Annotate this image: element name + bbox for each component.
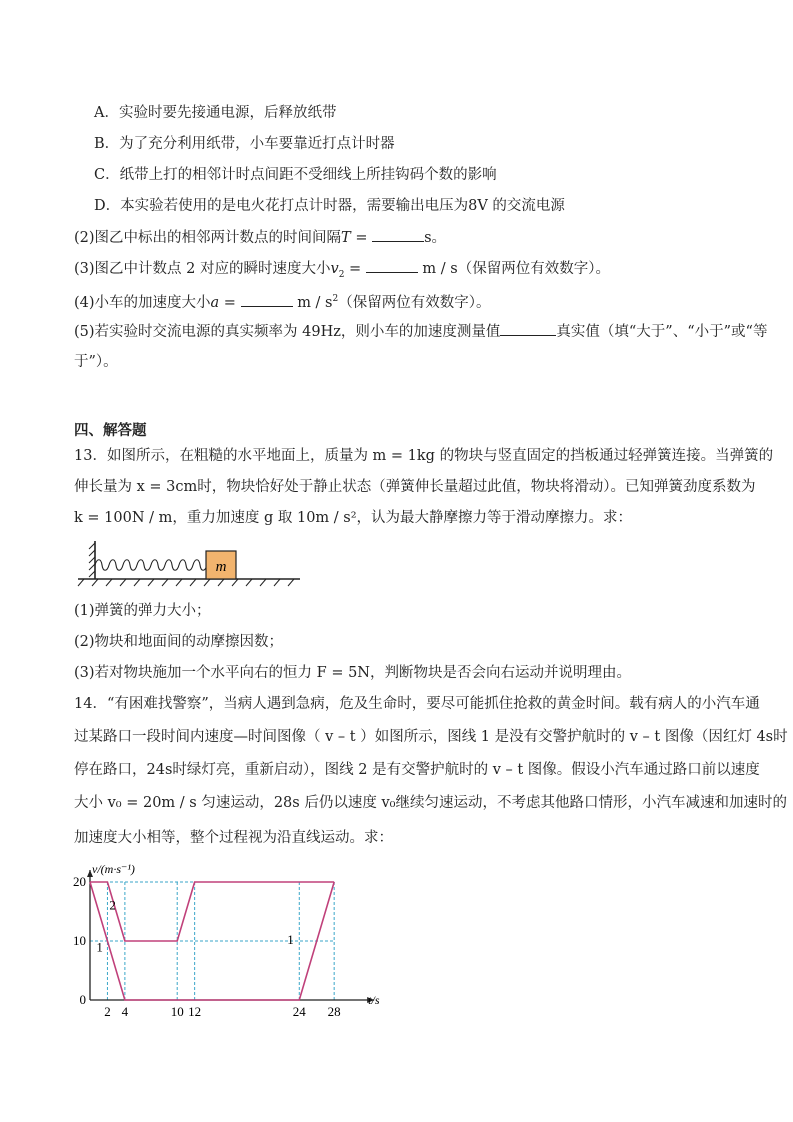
q12-option-c: C．纸带上打的相邻计时点间距不受细线上所挂钩码个数的影响	[94, 167, 497, 183]
series-label-1: 1	[287, 931, 294, 947]
q13-part-2: (2)物块和地面间的动摩擦因数；	[74, 634, 284, 650]
q12-part-5: (5)若实验时交流电源的真实频率为 49Hz，则小车的加速度测量值 真实值（填“大于”、“小于”或“等	[74, 321, 767, 342]
block-label: m	[215, 559, 227, 575]
y-tick-label: 20	[73, 874, 86, 889]
x-axis-label: t/s	[368, 993, 380, 1007]
answer-blank[interactable]	[241, 292, 293, 307]
q12-part-5-cont: 于”）。	[74, 354, 118, 370]
y-tick-label: 10	[73, 933, 86, 948]
answer-blank[interactable]	[372, 227, 424, 242]
answer-blank[interactable]	[366, 258, 418, 273]
q13-line-2: 伸长量为 x = 3cm时，物块恰好处于静止状态（弹簧伸长量超过此值，物块将滑动）。已知弹簧劲度系数为	[74, 479, 756, 495]
spring-block-diagram	[74, 535, 306, 593]
x-tick-label: 10	[170, 1004, 184, 1019]
series-label-1: 1	[96, 939, 103, 955]
q12-part-3: (3)图乙中计数点 2 对应的瞬时速度大小$v_2 = m / s$（保留两位有效数字）。	[74, 258, 610, 285]
section-heading: 四、解答题	[74, 423, 147, 439]
q13-part-3: (3)若对物块施加一个水平向右的恒力 F = 5N，判断物块是否会向右运动并说明理由。	[74, 665, 631, 681]
ground-hatch	[78, 579, 294, 586]
q12-part-4: (4)小车的加速度大小$a = m / s^2$（保留两位有效数字）。	[74, 289, 490, 313]
y-tick-label: 0	[79, 992, 86, 1007]
x-tick-label: 28	[327, 1004, 341, 1019]
q12-option-d: D．本实验若使用的是电火花打点计时器，需要输出电压为8V 的交流电源	[94, 198, 565, 214]
q14-line-3: 停在路口，24s时绿灯亮，重新启动），图线 2 是有交警护航时的 v – t 图像。假设小汽车通过路口前以速度	[74, 762, 760, 778]
x-tick-label: 12	[188, 1004, 202, 1019]
q14-line-4: 大小 v₀ = 20m / s 匀速运动，28s 后仍以速度 v₀继续匀速运动，不考虑其他路口情形，小汽车减速和加速时的	[74, 795, 787, 811]
y-axis-label: v/(m·s⁻¹)	[92, 862, 135, 876]
series-label-2: 2	[109, 897, 116, 913]
q14-line-2: 过某路口一段时间内速度—时间图像（ v – t ）如图所示，图线 1 是没有交警护航时的 v – t 图像（因红灯 4s时	[74, 729, 788, 745]
wall-hatch	[89, 543, 95, 577]
q14-line-5: 加速度大小相等，整个过程视为沿直线运动。求：	[74, 830, 393, 846]
x-tick-label: 24	[292, 1004, 306, 1019]
x-tick-label: 2	[104, 1004, 111, 1019]
q14-line-1: 14．“有困难找警察”，当病人遇到急病，危及生命时，要尽可能抓住抢救的黄金时间。载有病人的小汽车通	[74, 696, 760, 712]
q13-part-1: (1)弹簧的弹力大小；	[74, 603, 211, 619]
q13-line-3: k = 100N / m，重力加速度 g 取 10m / s²，认为最大静摩擦力等于滑动摩擦力。求：	[74, 510, 633, 526]
vt-chart	[70, 852, 420, 1022]
x-tick-label: 4	[121, 1004, 129, 1019]
series-line-2	[90, 882, 334, 941]
q13-line-1: 13．如图所示，在粗糙的水平地面上，质量为 m = 1kg 的物块与竖直固定的挡板通过轻弹簧连接。当弹簧的	[74, 448, 774, 464]
answer-blank[interactable]	[500, 321, 556, 336]
q12-option-a: A．实验时要先接通电源，后释放纸带	[94, 105, 337, 121]
q12-part-2: (2)图乙中标出的相邻两计数点的时间间隔T = s。	[74, 227, 446, 248]
q12-option-b: B．为了充分利用纸带，小车要靠近打点计时器	[94, 136, 395, 152]
